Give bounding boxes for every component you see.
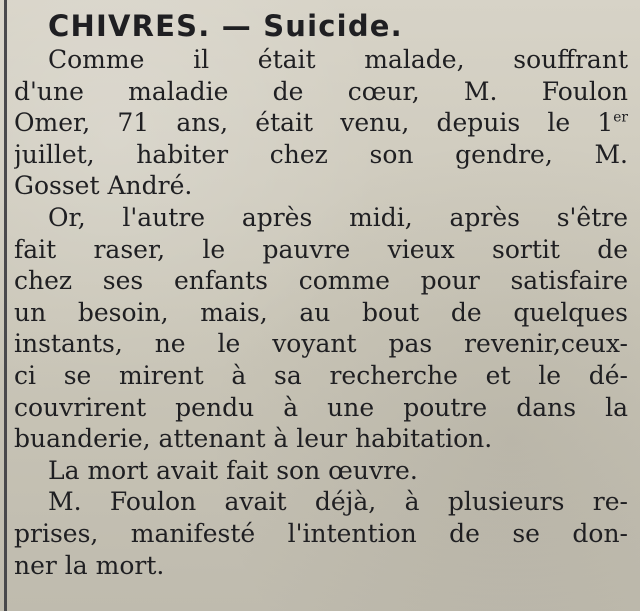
paragraph-2-line-5: instants, ne le voyant pas revenir,ceux- [14, 329, 628, 359]
paragraph-4-line-2: prises, manifesté l'intention de se don- [14, 518, 628, 548]
article [14, 8, 628, 581]
paragraph-1-line-3 [14, 107, 628, 139]
paragraph-1-line-4: juillet, habiter chez son gendre, M. [14, 139, 628, 169]
paragraph-2-line-2: fait raser, le pauvre vieux sortit de [14, 234, 628, 264]
paragraph-1-line-1: Comme il était malade, souffrant [48, 45, 628, 74]
paragraph-1-line-2: d'une maladie de cœur, M. Foulon [14, 76, 628, 106]
paragraph-2-line-3: chez ses enfants comme pour satisfaire [14, 266, 628, 296]
paragraph-1 [14, 44, 628, 202]
paragraph-2 [14, 202, 628, 455]
column-rule [4, 0, 7, 611]
paragraph-1-line-3-text: Omer, 71 ans, était venu, depuis le 1 [14, 108, 614, 138]
ordinal-superscript: er [613, 109, 628, 126]
paragraph-3 [14, 455, 628, 487]
paragraph-2-line-6: ci se mirent à sa recherche et le dé- [14, 360, 628, 390]
headline: CHIVRES. — Suicide. [48, 9, 403, 43]
paragraph-1-line-5: Gosset André. [14, 171, 193, 201]
paragraph-2-line-7: couvrirent pendu à une poutre dans la [14, 392, 628, 422]
paragraph-4-line-1: M. Foulon avait déjà, à plusieurs re- [48, 487, 628, 517]
paragraph-2-line-1: Or, l'autre après midi, après s'être [48, 202, 628, 232]
paragraph-2-line-8: buanderie, attenant à leur habitation. [14, 424, 493, 454]
paragraph-4-line-3: ner la mort. [14, 550, 165, 580]
paragraph-2-line-4: un besoin, mais, au bout de quelques [14, 297, 628, 327]
paragraph-4 [14, 486, 628, 581]
paragraph-3-line-1: La mort avait fait son œuvre. [48, 455, 418, 485]
